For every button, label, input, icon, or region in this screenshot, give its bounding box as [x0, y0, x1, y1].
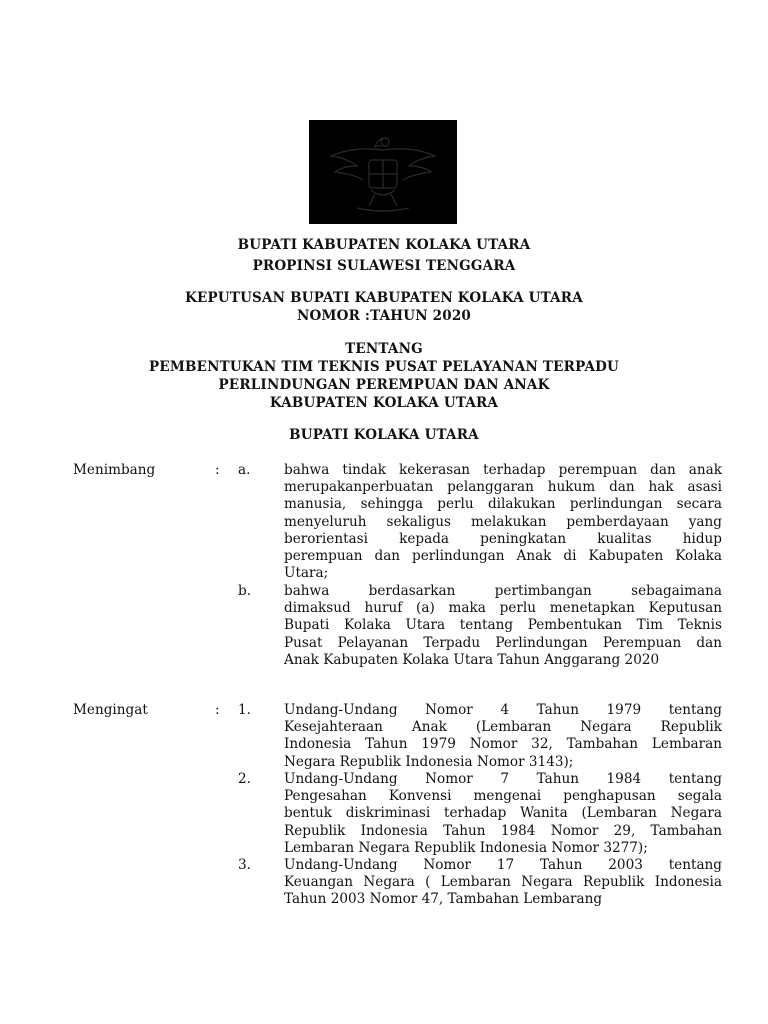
menimbang-colon: : [215, 462, 220, 478]
heading-tentang: TENTANG [345, 341, 423, 357]
decree-title: KEPUTUSAN BUPATI KABUPATEN KOLAKA UTARA [185, 290, 583, 306]
subject-line-1: PEMBENTUKAN TIM TEKNIS PUSAT PELAYANAN TERPADU [149, 359, 619, 375]
text-line: Keuangan Negara ( Lembaran Negara Republik Indonesia [284, 874, 722, 891]
menimbang-item-a-marker: a. [238, 462, 251, 478]
text-line: Anak Kabupaten Kolaka Utara Tahun Anggarang 2020 [284, 651, 660, 668]
mengingat-label: Mengingat [73, 702, 148, 718]
menimbang-label: Menimbang [73, 462, 156, 478]
text-line: Undang-Undang Nomor 7 Tahun 1984 tentang [284, 771, 722, 787]
text-line: Pengesahan Konvensi mengenai penghapusan segala [284, 788, 722, 805]
text-line: merupakanperbuatan pelanggaran hukum dan hak asasi [284, 479, 722, 496]
text-line: Undang-Undang Nomor 4 Tahun 1979 tentang [284, 702, 722, 718]
text-line: Utara; [284, 565, 329, 582]
text-line: Indonesia Tahun 1979 Nomor 32, Tambahan Lembaran [284, 736, 722, 753]
heading-province: PROPINSI SULAWESI TENGGARA [252, 258, 516, 274]
heading-bupati: BUPATI KABUPATEN KOLAKA UTARA [237, 237, 531, 253]
subject-line-2: PERLINDUNGAN PEREMPUAN DAN ANAK [218, 377, 550, 393]
text-line: Tahun 2003 Nomor 47, Tambahan Lembarang [284, 891, 603, 908]
text-line: berorientasi kepada peningkatan kualitas hidup [284, 530, 722, 547]
mengingat-item-3-marker: 3. [238, 857, 251, 873]
text-line: perempuan dan perlindungan Anak di Kabupaten Kolaka [284, 548, 722, 565]
text-line: Lembaran Negara Republik Indonesia Nomor 3277); [284, 839, 648, 856]
mengingat-colon: : [215, 702, 220, 718]
menimbang-item-a-text [284, 462, 722, 582]
mengingat-item-2-text [284, 771, 722, 857]
issuer-heading: BUPATI KOLAKA UTARA [289, 427, 479, 443]
text-line: bentuk diskriminasi terhadap Wanita (Lembaran Negara [284, 805, 722, 822]
text-line: bahwa berdasarkan pertimbangan sebagaimana [284, 583, 722, 599]
text-line: Republik Indonesia Tahun 1984 Nomor 29, Tambahan [284, 822, 722, 839]
garuda-icon [309, 120, 457, 224]
text-line: manusia, sehingga perlu dilakukan perlindungan secara [284, 496, 722, 513]
text-line: dimaksud huruf (a) maka perlu menetapkan Keputusan [284, 600, 722, 617]
mengingat-item-2-marker: 2. [238, 771, 251, 787]
mengingat-item-1-marker: 1. [238, 702, 251, 718]
menimbang-item-b-marker: b. [238, 583, 252, 599]
text-line: Bupati Kolaka Utara tentang Pembentukan Tim Teknis [284, 617, 722, 634]
mengingat-item-1-text [284, 702, 722, 771]
text-line: bahwa tindak kekerasan terhadap perempuan dan anak [284, 462, 722, 478]
mengingat-item-3-text [284, 857, 722, 909]
text-line: Kesejahteraan Anak (Lembaran Negara Republik [284, 719, 722, 736]
decree-number: NOMOR :TAHUN 2020 [296, 308, 472, 324]
subject-line-3: KABUPATEN KOLAKA UTARA [269, 395, 499, 411]
text-line: Negara Republik Indonesia Nomor 3143); [284, 753, 574, 770]
text-line: menyeluruh sekaligus melakukan pemberdayaan yang [284, 513, 722, 530]
text-line: Undang-Undang Nomor 17 Tahun 2003 tentang [284, 857, 722, 873]
text-line: Pusat Pelayanan Terpadu Perlindungan Perempuan dan [284, 634, 722, 651]
garuda-emblem [309, 120, 457, 224]
menimbang-item-b-text [284, 583, 722, 669]
